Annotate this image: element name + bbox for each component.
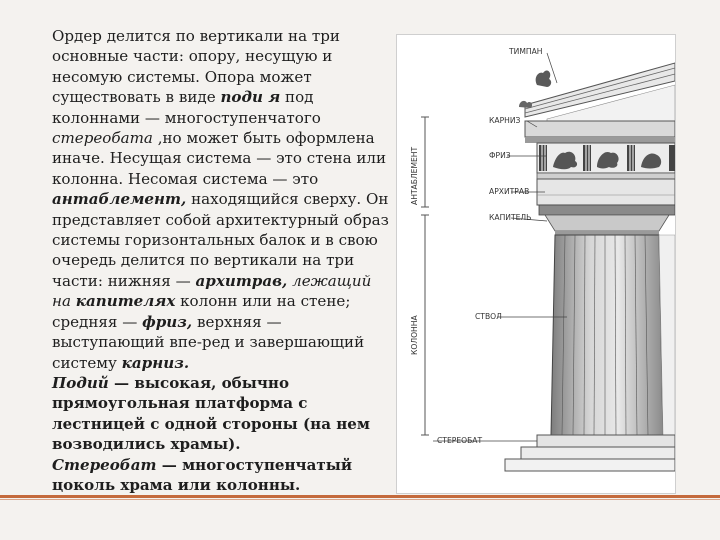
label-capital: КАПИТЕЛЬ — [489, 213, 532, 222]
pediment — [519, 63, 675, 121]
text-run: ,но может быть оформлена иначе. Несущая система — это стена или колонна. Несомая система — это — [52, 129, 387, 188]
label-cornice: КАРНИЗ — [489, 116, 521, 125]
term-stereobate-definition: Стереобат — [52, 455, 157, 474]
definition-stereobate — [52, 455, 392, 496]
term-capitals: капителях — [75, 292, 176, 311]
text-run: лежащий на — [52, 271, 372, 311]
order-diagram-svg — [397, 35, 675, 493]
slide-text — [52, 26, 392, 495]
term-cornice: карниз. — [121, 353, 190, 372]
capital-block — [539, 205, 675, 235]
text-run: колонн или на стене; средняя — — [52, 292, 351, 331]
cornice-block — [525, 121, 675, 143]
architrave-block — [537, 173, 675, 205]
term-podium: поди я — [220, 88, 281, 107]
definition-text: — высокая, обычно прямоугольная платформа с лестницей с одной стороны (на нем возводились храмы). — [52, 373, 371, 454]
definition-text: — многоступенчатый цоколь храма или колонны. — [52, 455, 353, 494]
greek-order-diagram — [396, 34, 676, 494]
term-podium-definition: Подий — [52, 373, 109, 392]
text-run: находящийся сверху. Он представляет собой архитектурный образ системы горизонтальных балок и в свою очередь делится по вертикали на три части: нижняя — — [52, 190, 389, 290]
frieze-block — [537, 143, 675, 173]
text-run: под колоннами — многоступенчатого — [52, 88, 321, 127]
label-tympanum: ТИМПАН — [509, 47, 543, 56]
stereobate-steps — [505, 435, 675, 471]
label-shaft: СТВОЛ — [475, 312, 502, 321]
text-run: Ордер делится по вертикали на три основные части: опору, несущую и несомую системы. Опора может существовать в виде — [52, 27, 340, 107]
label-frieze: ФРИЗ — [489, 151, 511, 160]
label-architrave: АРХИТРАВ — [489, 187, 530, 196]
paragraph-order-structure — [52, 26, 392, 373]
label-entablature-vertical: АНТАБЛЕМЕНТ — [410, 146, 419, 205]
label-stereobate: СТЕРЕОБАТ — [437, 436, 483, 445]
definition-podium — [52, 373, 392, 455]
text-run: верхняя — выступающий впе-ред и завершающий систему — [52, 312, 365, 372]
term-frieze: фриз, — [142, 312, 193, 331]
bottom-accent-rule-thin — [0, 499, 720, 500]
label-column-vertical: КОЛОННА — [410, 315, 419, 355]
term-stylobate: стереобата — [52, 129, 153, 148]
column-shaft — [551, 235, 675, 435]
dimension-lines — [421, 117, 429, 435]
bottom-accent-rule — [0, 495, 720, 498]
term-architrave: архитрав, — [195, 271, 288, 290]
term-entablature: антаблемент, — [52, 190, 187, 209]
acroterion-sculpture — [536, 71, 551, 87]
acroterion-ornament — [519, 101, 532, 108]
